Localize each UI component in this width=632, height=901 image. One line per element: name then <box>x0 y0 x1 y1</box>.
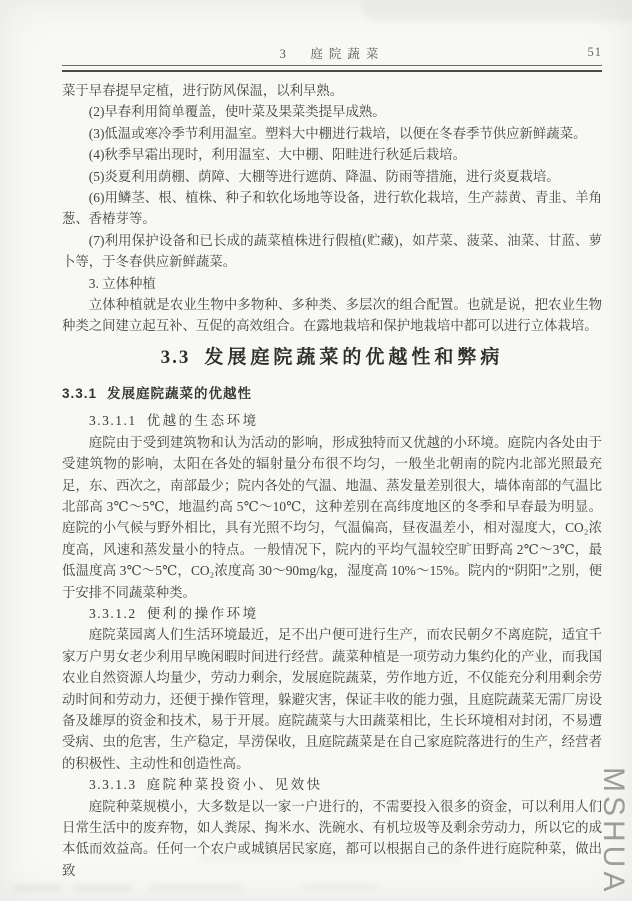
subsubsection-heading <box>62 774 602 795</box>
page-header <box>62 44 602 62</box>
page-number: 51 <box>587 45 602 59</box>
list-item: (4)秋季早霜出现时，利用温室、大中棚、阳畦进行秋延后栽培。 <box>88 147 466 163</box>
scan-artifact <box>300 884 380 889</box>
scan-artifact <box>72 885 132 891</box>
subsubsection-number: 3.3.1.2 <box>89 605 137 621</box>
subsection-paragraph: 庭院种菜规模小，大多数是以一家一户进行的，不需要投入很多的资金，可以利用人们日常生活中的废弃物，如人粪尿、掏米水、洗碗水、有机垃圾等及剩余劳动力，所以它的成本低而效益高。任何一个农户或城镇居民家庭，都可以根据自己的条件进行庭院种菜，做出致 <box>62 798 602 878</box>
list-item: (2)早春利用简单覆盖，使叶菜及果菜类提早成熟。 <box>88 104 386 120</box>
subsubsection-heading <box>62 410 602 431</box>
subsection-paragraph: 庭院由于受到建筑物和认为活动的影响，形成独特而又优越的小环境。庭院内各处由于受建筑物的影响，太阳在各处的辐射量分布很不均匀，一般坐北朝南的院内北部光照最充足，东、西次之，南部最少；院内各处的气温、地温、蒸发量差别很大，墙体南部的气温比北部高 3℃～5℃，地温约高 5℃～10℃，这种差别在高纬度地区的冬季和早春最为明显。庭院的小气候与野外相比，具有光照不均匀，气温偏高，昼夜温差小，相对湿度大，CO₂浓度高，风速和蒸发量小的特点。一般情况下，院内的平均气温较空旷田野高 2℃～3℃，最低温度高 3℃～5℃，CO₂浓度高 30～90mg/kg，湿度高 10%～15%。院内的“阴阳”之别，便于安排不同蔬菜种类。 <box>62 434 602 600</box>
running-header-chapter: 3 庭院蔬菜 <box>279 47 385 61</box>
section-title: 发展庭院蔬菜的优越性和弊病 <box>204 346 504 368</box>
scan-artifact <box>148 885 243 891</box>
list-heading: 3. 立体种植 <box>88 275 156 291</box>
subsection-block <box>62 410 602 603</box>
scan-artifact <box>14 885 62 891</box>
section-heading <box>62 343 602 373</box>
subsubsection-number: 3.3.1.3 <box>89 777 137 793</box>
list-item: (5)炎夏利用荫棚、荫障、大棚等进行遮荫、降温、防雨等措施，进行炎夏栽培。 <box>88 168 560 184</box>
page-content <box>62 80 602 881</box>
subsection-paragraph: 庭院菜园离人们生活环境最近，足不出户便可进行生产，而农民朝夕不离庭院，适宜千家万户男女老少利用早晚闲暇时间进行经营。蔬菜种植是一项劳动力集约化的产业，而我国农业自然资源人均量少，劳动力剩余，发展庭院蔬菜，劳作地方近，不仅能充分利用剩余劳动时间和劳动力，还便于操作管理，躲避灾害，保证丰收的能力强，且庭院蔬菜无需厂房设备及雄厚的资金和技术，易于开展。庭院蔬菜与大田蔬菜相比，生长环境相对封闭，不易遭受病、虫的危害，生产稳定，旱涝保收，且庭院蔬菜是在自己家庭院落进行的生产，经营者的积极性、主动性和创造性高。 <box>62 627 602 771</box>
subsection-block <box>62 603 602 774</box>
subsection-title: 发展庭院蔬菜的优越性 <box>107 385 253 401</box>
subsubsection-heading <box>62 603 602 624</box>
subsection-block <box>62 774 602 881</box>
subsection-number: 3.3.1 <box>62 385 98 401</box>
list-item: (7)利用保护设备和已长成的蔬菜植株进行假植(贮藏)，如芹菜、菠菜、油菜、甘蓝、萝卜等，于冬春供应新鲜蔬菜。 <box>62 232 602 270</box>
subsubsection-number: 3.3.1.1 <box>89 413 137 429</box>
subsubsection-title: 优越的生态环境 <box>146 413 259 429</box>
header-rule <box>62 65 602 72</box>
paragraph: 立体种植就是农业生物中多物种、多种类、多层次的组合配置。也就是说，把农业生物种类之间建立起互补、互促的高效组合。在露地栽培和保护地栽培中都可以进行立体栽培。 <box>62 297 602 334</box>
list-item: (3)低温或寒冷季节利用温室。塑料大中棚进行栽培，以便在冬春季节供应新鲜蔬菜。 <box>88 125 587 141</box>
subsubsection-title: 庭院种菜投资小、见效快 <box>146 777 323 793</box>
subsection-heading <box>62 383 602 404</box>
watermark: MSHUA <box>597 766 630 895</box>
page-inner <box>62 0 602 881</box>
subsubsection-title: 便利的操作环境 <box>146 605 259 621</box>
section-number: 3.3 <box>160 346 191 368</box>
paragraph-continuation: 菜于早春提早定植，进行防风保温，以利早熟。 <box>62 83 344 98</box>
list-item: (6)用鳞茎、根、植株、种子和软化场地等设备，进行软化栽培，生产蒜黄、青韭、羊角葱、香椿芽等。 <box>62 190 602 227</box>
